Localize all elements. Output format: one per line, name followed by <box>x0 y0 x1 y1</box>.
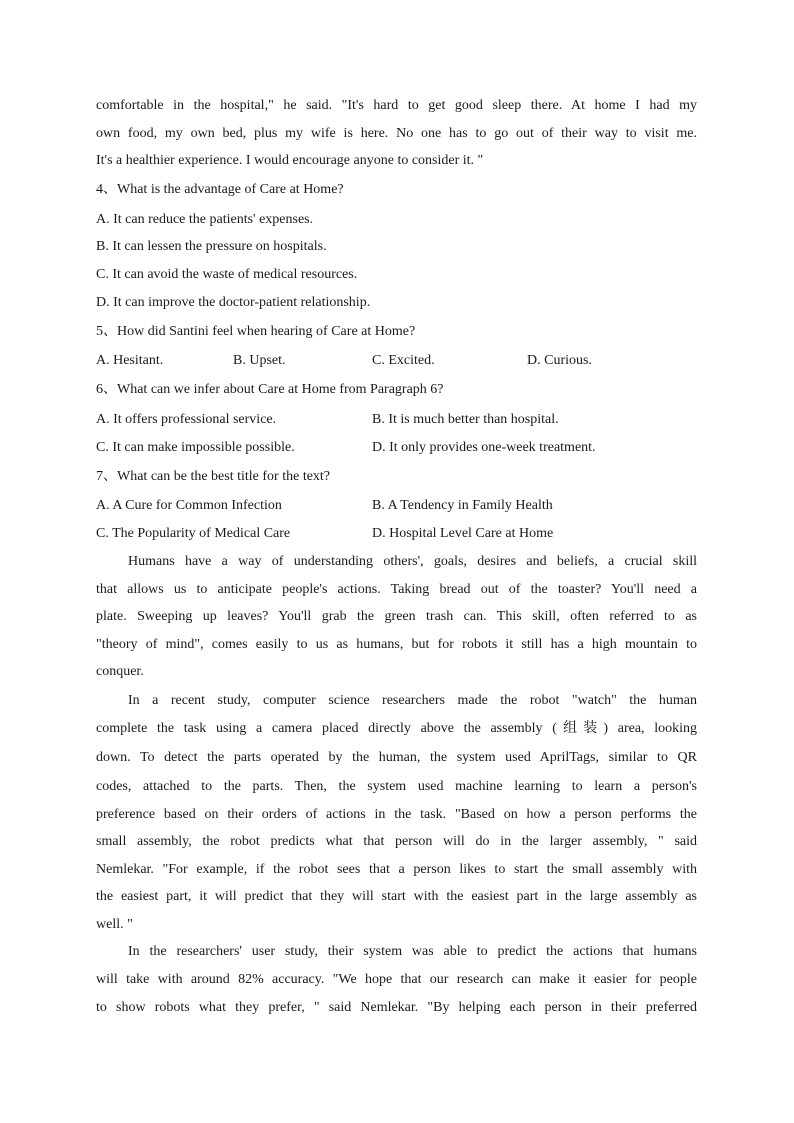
question-stem: 6、What can we infer about Care at Home from Paragraph 6? <box>96 382 444 397</box>
passage-b-line: In the researchers' user study, their system was able to predict the actions that humans <box>128 944 697 959</box>
answer-option: A. Hesitant. <box>96 353 164 368</box>
answer-option: B. Upset. <box>233 353 286 368</box>
passage-b-line: plate. Sweeping up leaves? You'll grab the green trash can. This skill, often referred to as <box>96 609 697 624</box>
passage-b-line: Nemlekar. "For example, if the robot sees that a person likes to start the small assembly with <box>96 862 697 877</box>
passage-b-line: codes, attached to the parts. Then, the system used machine learning to learn a person's <box>96 779 697 794</box>
answer-option: C. Excited. <box>372 353 435 368</box>
passage-b-line: conquer. <box>96 664 144 679</box>
answer-option: C. The Popularity of Medical Care <box>96 526 291 541</box>
passage-b-line: will take with around 82% accuracy. "We hope that our research can make it easier for people <box>96 972 697 987</box>
question-stem: 7、What can be the best title for the text? <box>96 469 331 484</box>
question-stem: 4、What is the advantage of Care at Home? <box>96 182 344 197</box>
answer-option: D. It can improve the doctor-patient relationship. <box>96 295 371 310</box>
passage-b-line: down. To detect the parts operated by the human, the system used AprilTags, similar to QR <box>96 750 697 765</box>
answer-option: B. It is much better than hospital. <box>372 412 559 427</box>
passage-b-line: to show robots what they prefer, " said Nemlekar. "By helping each person in their preferred <box>96 1000 697 1015</box>
answer-option: B. A Tendency in Family Health <box>372 498 553 513</box>
passage-b-line: "theory of mind", comes easily to us as humans, but for robots it still has a high mountain to <box>96 637 697 652</box>
answer-option: C. It can make impossible possible. <box>96 440 295 455</box>
passage-b-line: preference based on their orders of actions in the task. "Based on how a person performs the <box>96 807 697 822</box>
passage-b-line: complete the task using a camera placed directly above the assembly (组装) area, looking <box>96 721 697 736</box>
passage-b-line: that allows us to anticipate people's actions. Taking bread out of the toaster? You'll need a <box>96 582 697 597</box>
answer-option: A. A Cure for Common Infection <box>96 498 282 513</box>
passage-b-line: well. " <box>96 917 133 932</box>
question-stem: 5、How did Santini feel when hearing of Care at Home? <box>96 324 416 339</box>
answer-option: B. It can lessen the pressure on hospitals. <box>96 239 327 254</box>
answer-option: D. Hospital Level Care at Home <box>372 526 554 541</box>
passage-b-line: In a recent study, computer science researchers made the robot "watch" the human <box>128 693 697 708</box>
answer-option: A. It offers professional service. <box>96 412 277 427</box>
passage-a-line: comfortable in the hospital," he said. "It's hard to get good sleep there. At home I had my <box>96 98 697 113</box>
answer-option: D. Curious. <box>527 353 592 368</box>
passage-a-line: It's a healthier experience. I would encourage anyone to consider it. " <box>96 153 484 168</box>
passage-b-line: the easiest part, it will predict that they will start with the easiest part in the large assembly as <box>96 889 697 904</box>
passage-b-line: Humans have a way of understanding others', goals, desires and beliefs, a crucial skill <box>128 554 697 569</box>
answer-option: A. It can reduce the patients' expenses. <box>96 212 314 227</box>
passage-a-line: own food, my own bed, plus my wife is here. No one has to go out of their way to visit me. <box>96 126 697 141</box>
answer-option: C. It can avoid the waste of medical resources. <box>96 267 358 282</box>
passage-b-line: small assembly, the robot predicts what that person will do in the larger assembly, " said <box>96 834 697 849</box>
answer-option: D. It only provides one-week treatment. <box>372 440 596 455</box>
